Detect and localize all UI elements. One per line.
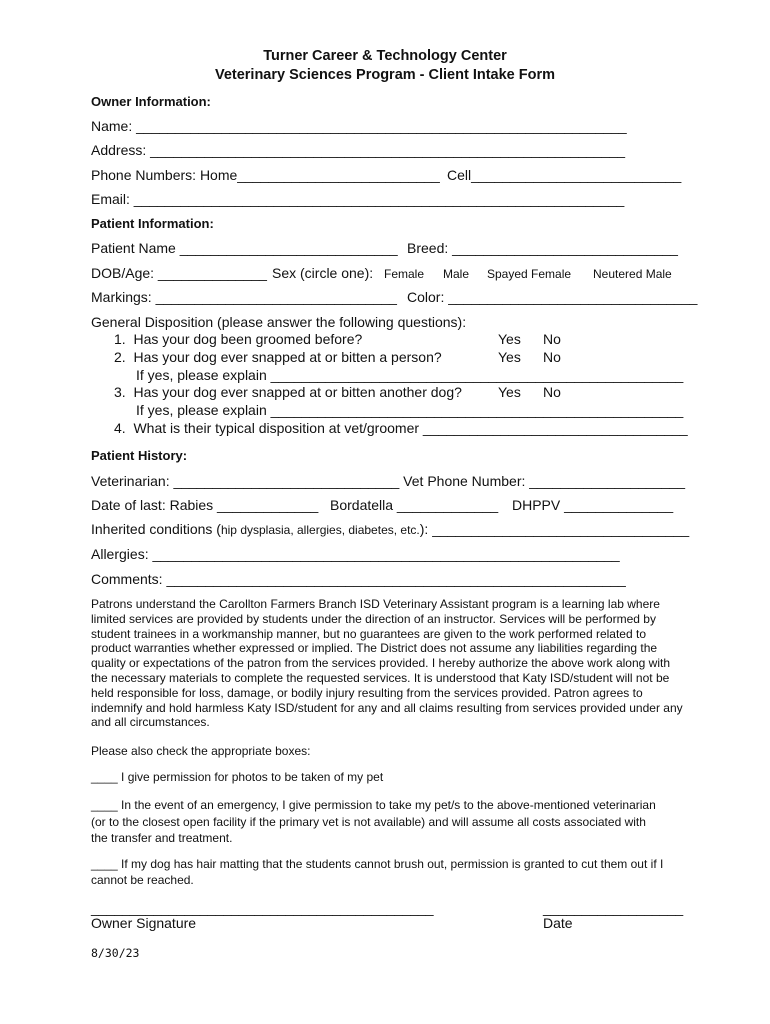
patient-info-heading: Patient Information: bbox=[91, 216, 214, 231]
dhppv-date-field[interactable]: DHPPV ______________ bbox=[512, 497, 674, 513]
owner-name-field[interactable]: Name: _______________________________________________________________ bbox=[91, 118, 627, 134]
patient-name-field[interactable]: Patient Name ____________________________ bbox=[91, 240, 398, 256]
inherited-label: Inherited conditions ( bbox=[91, 521, 221, 537]
q3-yes-option[interactable]: Yes bbox=[498, 384, 521, 400]
emergency-permission-check[interactable]: ____ In the event of an emergency, I give permission to take my pet/s to the above-mentioned veterinarian (or to the closest open facility if the primary vet is not available) and will assume all costs associated with the transfer and treatment. bbox=[91, 798, 656, 845]
q3-explain-field[interactable]: If yes, please explain _____________________________________________________ bbox=[136, 402, 684, 418]
markings-field[interactable]: Markings: _______________________________ bbox=[91, 289, 397, 305]
q3-no-option[interactable]: No bbox=[543, 384, 561, 400]
question-2: 2. Has your dog ever snapped at or bitten a person? bbox=[114, 349, 442, 365]
phone-home-field[interactable]: Phone Numbers: Home__________________________ bbox=[91, 167, 440, 183]
q2-no-option[interactable]: No bbox=[543, 349, 561, 365]
form-title: Turner Career & Technology Center bbox=[263, 48, 507, 64]
liability-disclaimer: Patrons understand the Carollton Farmers Branch ISD Veterinary Assistant program is a learning lab where limited services are provided by students under the direction of an instructor. Services will be performed by student trainees in a workmanship manner, but no guarantees are given to the work performed related to product warranties whether expressed or implied. The District does not assume any liabilities regarding the quality or expectations of the patron from the services provided. I hereby authorize the above work along with the necessary materials to complete the requested services. It is understood that Katy ISD/student will not be held responsible for loss, damage, or bodily injury resulting from the services provided. Patron agrees to indemnify and hold harmless Katy ISD/student for any and all claims resulting from services provided under any and all circumstances. bbox=[91, 597, 683, 730]
color-field[interactable]: Color: ________________________________ bbox=[407, 289, 698, 305]
inherited-examples: hip dysplasia, allergies, diabetes, etc. bbox=[220, 523, 420, 537]
photo-permission-check[interactable]: ____ I give permission for photos to be taken of my pet bbox=[91, 770, 384, 784]
comments-field[interactable]: Comments: ___________________________________________________________ bbox=[91, 571, 626, 587]
inherited-line: ): _________________________________ bbox=[419, 521, 690, 537]
sex-option-male[interactable]: Male bbox=[443, 267, 470, 281]
rabies-date-field[interactable]: Date of last: Rabies _____________ bbox=[91, 497, 319, 513]
form-subtitle: Veterinary Sciences Program - Client Intake Form bbox=[214, 67, 556, 83]
q2-explain-field[interactable]: If yes, please explain _____________________________________________________ bbox=[136, 367, 684, 383]
phone-cell-field[interactable]: Cell___________________________ bbox=[447, 167, 682, 183]
revision-date: 8/30/23 bbox=[91, 946, 140, 960]
dob-age-field[interactable]: DOB/Age: ______________ bbox=[91, 265, 267, 281]
allergies-field[interactable]: Allergies: ____________________________________________________________ bbox=[91, 546, 620, 562]
patient-history-heading: Patient History: bbox=[91, 448, 188, 463]
q1-no-option[interactable]: No bbox=[543, 331, 561, 347]
checkboxes-intro: Please also check the appropriate boxes: bbox=[91, 744, 311, 758]
owner-address-field[interactable]: Address: _____________________________________________________________ bbox=[91, 142, 626, 158]
sex-option-spayed-female[interactable]: Spayed Female bbox=[487, 267, 572, 281]
q1-yes-option[interactable]: Yes bbox=[498, 331, 521, 347]
signature-line[interactable]: ____________________________________________ bbox=[91, 900, 434, 916]
breed-field[interactable]: Breed: _____________________________ bbox=[407, 240, 678, 256]
date-line[interactable]: __________________ bbox=[543, 900, 684, 916]
q2-yes-option[interactable]: Yes bbox=[498, 349, 521, 365]
bordatella-date-field[interactable]: Bordatella _____________ bbox=[330, 497, 499, 513]
inherited-conditions-field[interactable] bbox=[91, 522, 689, 536]
question-4-field[interactable]: 4. What is their typical disposition at vet/groomer __________________________________ bbox=[114, 420, 688, 436]
date-label: Date bbox=[543, 915, 573, 931]
veterinarian-field[interactable]: Veterinarian: _____________________________ Vet Phone Number: ____________________ bbox=[91, 473, 685, 489]
matting-permission-check[interactable]: ____ If my dog has hair matting that the students cannot brush out, permission is granted to cut them out if I cannot be reached. bbox=[91, 857, 664, 887]
question-3: 3. Has your dog ever snapped at or bitten another dog? bbox=[114, 384, 462, 400]
sex-option-neutered-male[interactable]: Neutered Male bbox=[593, 267, 672, 281]
owner-info-heading: Owner Information: bbox=[91, 94, 211, 109]
disposition-intro: General Disposition (please answer the following questions): bbox=[91, 314, 467, 330]
owner-email-field[interactable]: Email: _______________________________________________________________ bbox=[91, 191, 625, 207]
question-1: 1. Has your dog been groomed before? bbox=[114, 331, 363, 347]
owner-signature-label: Owner Signature bbox=[91, 915, 197, 931]
sex-option-female[interactable]: Female bbox=[384, 267, 425, 281]
sex-label: Sex (circle one): bbox=[272, 265, 374, 281]
